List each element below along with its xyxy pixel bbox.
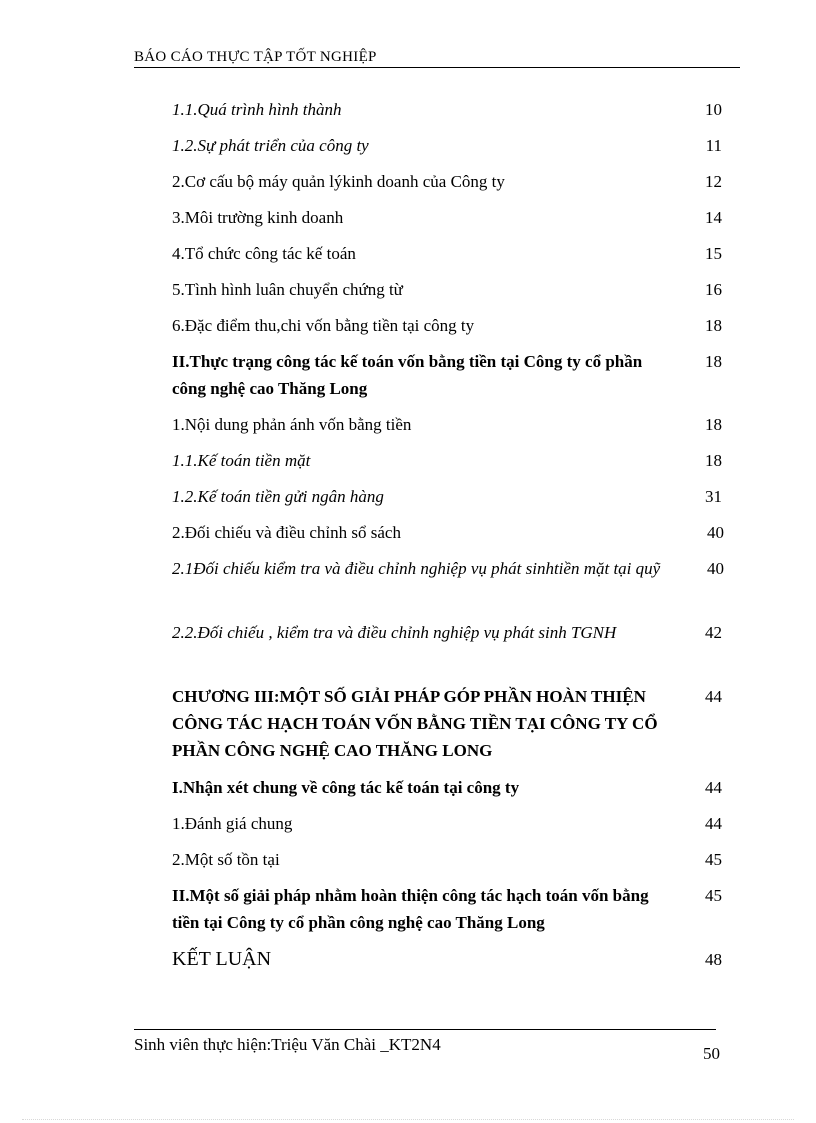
toc-entry-page: 45 (705, 886, 722, 905)
toc-entry-title: CHƯƠNG III:MỘT SỐ GIẢI PHÁP GÓP PHẦN HOÀN THIỆN CÔNG TÁC HẠCH TOÁN VỐN BẰNG TIỀN TẠI CÔNG TY CỔ PHẦN CÔNG NGHỆ CAO THĂNG LONG (172, 687, 658, 760)
toc-entry-title: 1.1.Quá trình hình thành (172, 100, 342, 119)
toc-entry-page: 44 (705, 778, 722, 797)
toc-entry-title: 4.Tổ chức công tác kế toán (172, 244, 356, 263)
toc-entry-title: 1.2.Kế toán tiền gửi ngân hàng (172, 487, 384, 506)
toc-entry-title: 3.Môi trường kinh doanh (172, 208, 344, 227)
report-header-title: BÁO CÁO THỰC TẬP TỐT NGHIỆP (134, 49, 377, 65)
toc-entry-title: 6.Đặc điểm thu,chi vốn bằng tiền tại công ty (172, 316, 475, 335)
toc-entry-page: 31 (705, 487, 722, 506)
toc-entry-page: 16 (705, 280, 722, 299)
toc-entry-page: 10 (705, 100, 722, 119)
toc-entry-page: 12 (705, 172, 722, 191)
toc-entry-page: 11 (705, 136, 722, 155)
toc-entry-page: 14 (705, 208, 722, 227)
toc-entry-title: 1.Nội dung phản ánh vốn bằng tiền (172, 415, 412, 434)
toc-entry-title: 1.2.Sự phát triển của công ty (172, 136, 369, 155)
toc-entry-page: 48 (705, 950, 722, 969)
toc-entry-page: 45 (705, 850, 722, 869)
toc-entry-title: 2.Đối chiếu và điều chỉnh sổ sách (172, 523, 401, 542)
toc-entry-page: 18 (705, 415, 722, 434)
toc-entry-title: I.Nhận xét chung về công tác kế toán tại công ty (172, 778, 520, 797)
toc-entry-page: 18 (705, 316, 722, 335)
toc-entry-title: KẾT LUẬN (172, 948, 272, 970)
toc-entry-title: 2.1Đối chiếu kiểm tra và điều chỉnh nghiệp vụ phát sinhtiền mặt tại quỹ (172, 559, 661, 578)
toc-entry-title: II.Một số giải pháp nhằm hoàn thiện công tác hạch toán vốn bằng tiền tại Công ty cổ phần công nghệ cao Thăng Long (172, 886, 649, 932)
toc-entry-title: 2.Một số tồn tại (172, 850, 280, 869)
toc-entry-page: 42 (705, 623, 722, 642)
toc-entry-title: 2.Cơ cấu bộ máy quản lýkinh doanh của Công ty (172, 172, 505, 191)
toc-entry-page: 40 (707, 559, 724, 578)
footer-divider (134, 1029, 716, 1030)
toc-entry-title: II.Thực trạng công tác kế toán vốn bằng tiền tại Công ty cổ phần công nghệ cao Thăng Long (172, 352, 643, 398)
toc-entry-title: 5.Tình hình luân chuyển chứng từ (172, 280, 403, 299)
toc-entry-page: 40 (707, 523, 724, 542)
toc-entry-title: 1.1.Kế toán tiền mặt (172, 451, 311, 470)
toc-entry-page: 44 (705, 687, 722, 706)
toc-entry-title: 1.Đánh giá chung (172, 814, 293, 833)
toc-entry-page: 44 (705, 814, 722, 833)
toc-entry-page: 18 (705, 451, 722, 470)
toc-entry-page: 18 (705, 352, 722, 371)
footer-page-number: 50 (703, 1044, 720, 1063)
footer-student-name: Sinh viên thực hiện:Triệu Văn Chài _KT2N4 (134, 1035, 441, 1054)
page-bottom-border (22, 1119, 794, 1120)
toc-entry-title: 2.2.Đối chiếu , kiểm tra và điều chỉnh nghiệp vụ phát sinh TGNH (172, 623, 617, 642)
toc-entry-page: 15 (705, 244, 722, 263)
